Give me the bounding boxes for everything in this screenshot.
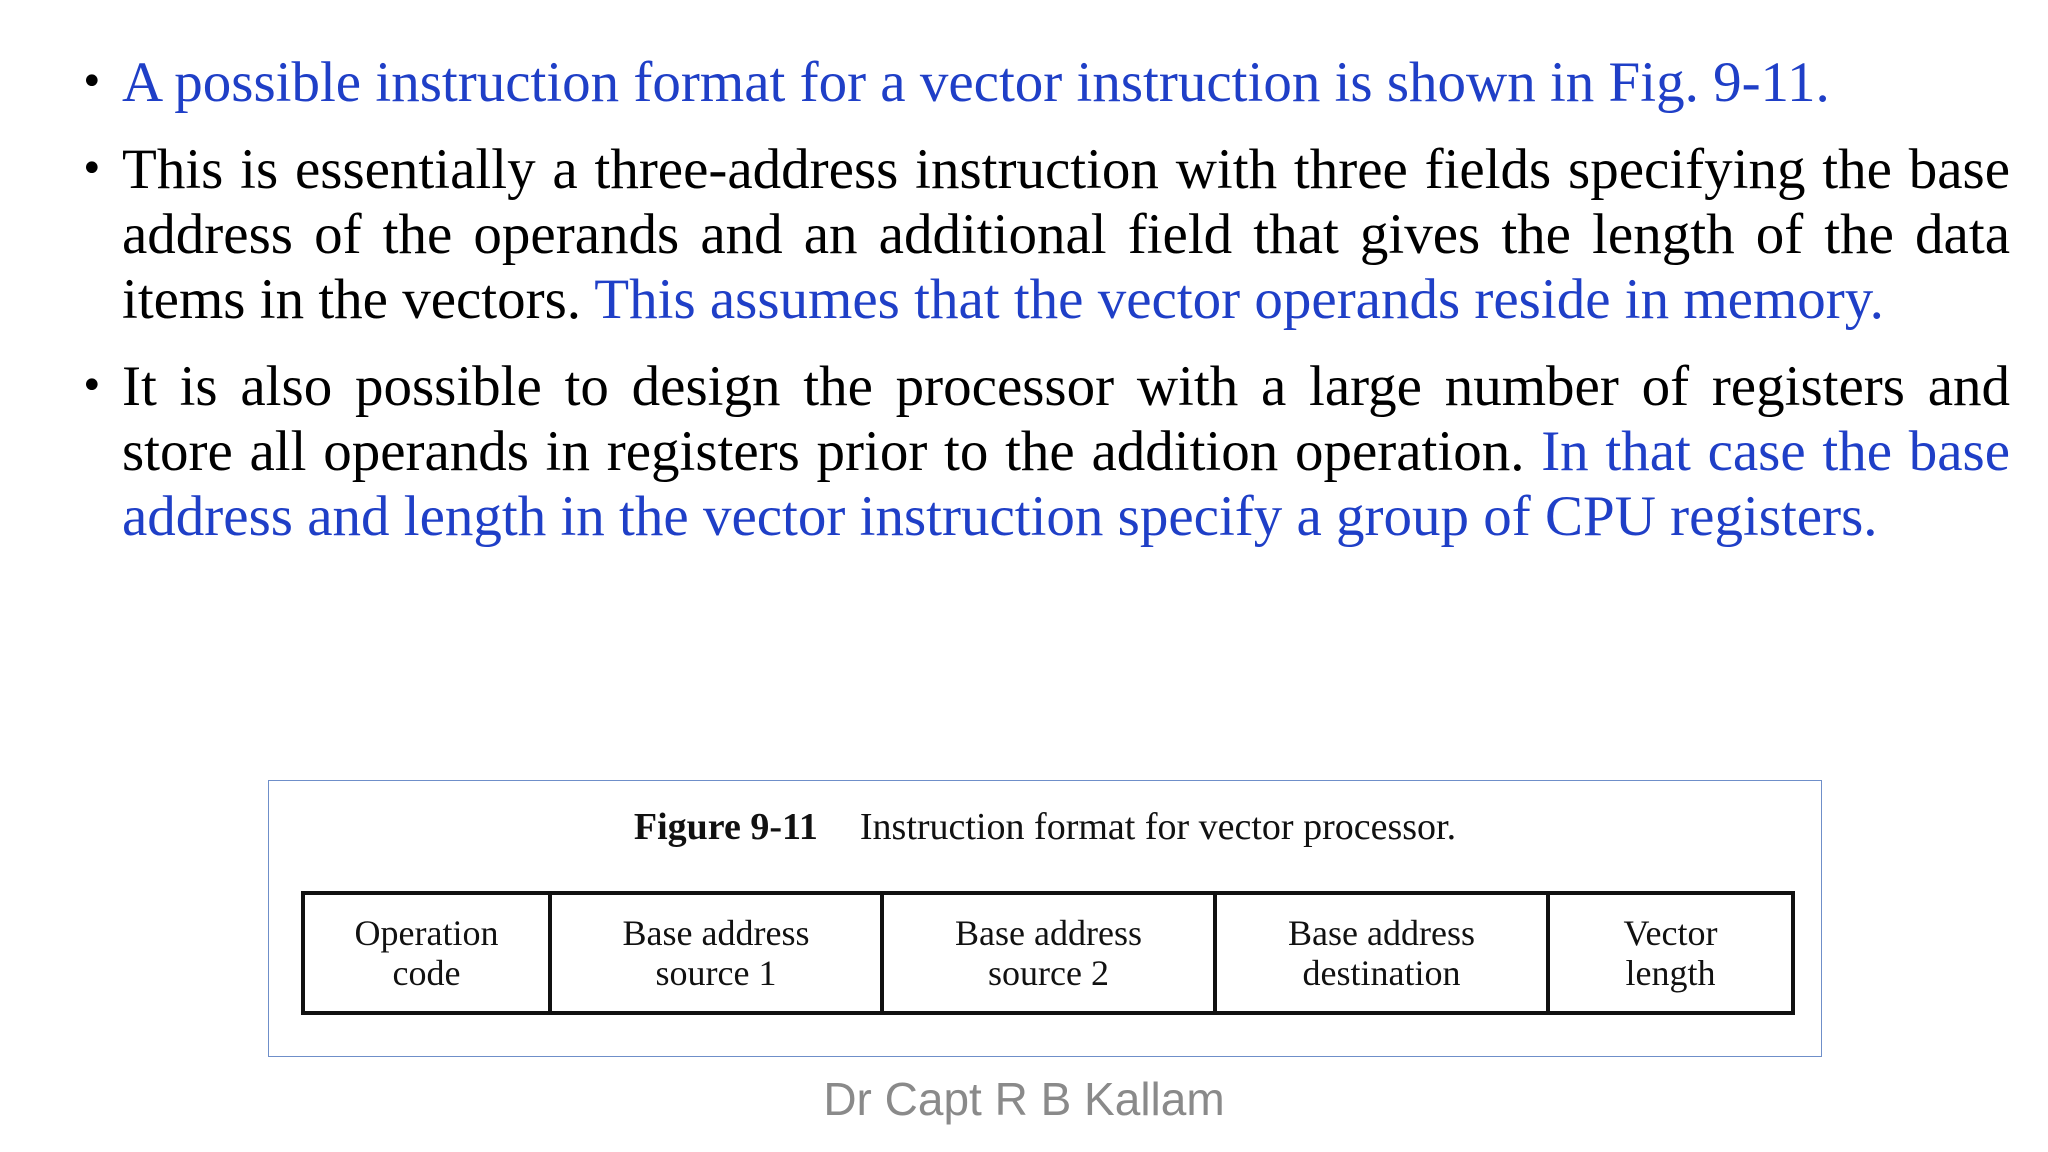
footer-author: Dr Capt R B Kallam — [823, 1073, 1225, 1125]
bullet-list — [80, 50, 2010, 571]
bullet-dot: • — [80, 363, 104, 409]
figure-caption — [269, 805, 1821, 849]
field-base-address-source-1: Base address source 1 — [552, 895, 884, 1011]
bullet-2-text-2: This assumes that the vector operands reside in memory. — [594, 268, 1884, 331]
bullet-2-text-1: This is essentially a three-address instruction with three fields specifying the base address of the operands and an additional field that gives the length of the data items in the vectors. — [122, 138, 2010, 331]
figure-9-11 — [268, 780, 1822, 1057]
bullet-1-text-1: A possible instruction format for a vector instruction is shown in Fig. 9-11. — [122, 51, 1830, 114]
bullet-dot: • — [80, 146, 104, 192]
bullet-dot: • — [80, 59, 104, 105]
bullet-item-3 — [80, 354, 2010, 549]
bullet-item-2 — [80, 137, 2010, 332]
bullet-item-1 — [80, 50, 2010, 115]
figure-number: Figure 9-11 — [633, 806, 818, 848]
field-operation-code: Operation code — [305, 895, 552, 1011]
figure-caption-text: Instruction format for vector processor. — [859, 806, 1457, 848]
field-base-address-destination: Base address destination — [1217, 895, 1550, 1011]
bullet-3-text-2: In that case the base address and length in the vector instruction specify a group of CPU registers. — [122, 420, 2010, 548]
bullet-3-text-1: It is also possible to design the processor with a large number of registers and store all operands in registers prior to the addition operation. — [122, 355, 2010, 483]
instruction-format-row — [301, 891, 1795, 1015]
field-base-address-source-2: Base address source 2 — [884, 895, 1217, 1011]
field-vector-length: Vector length — [1623, 913, 1718, 993]
